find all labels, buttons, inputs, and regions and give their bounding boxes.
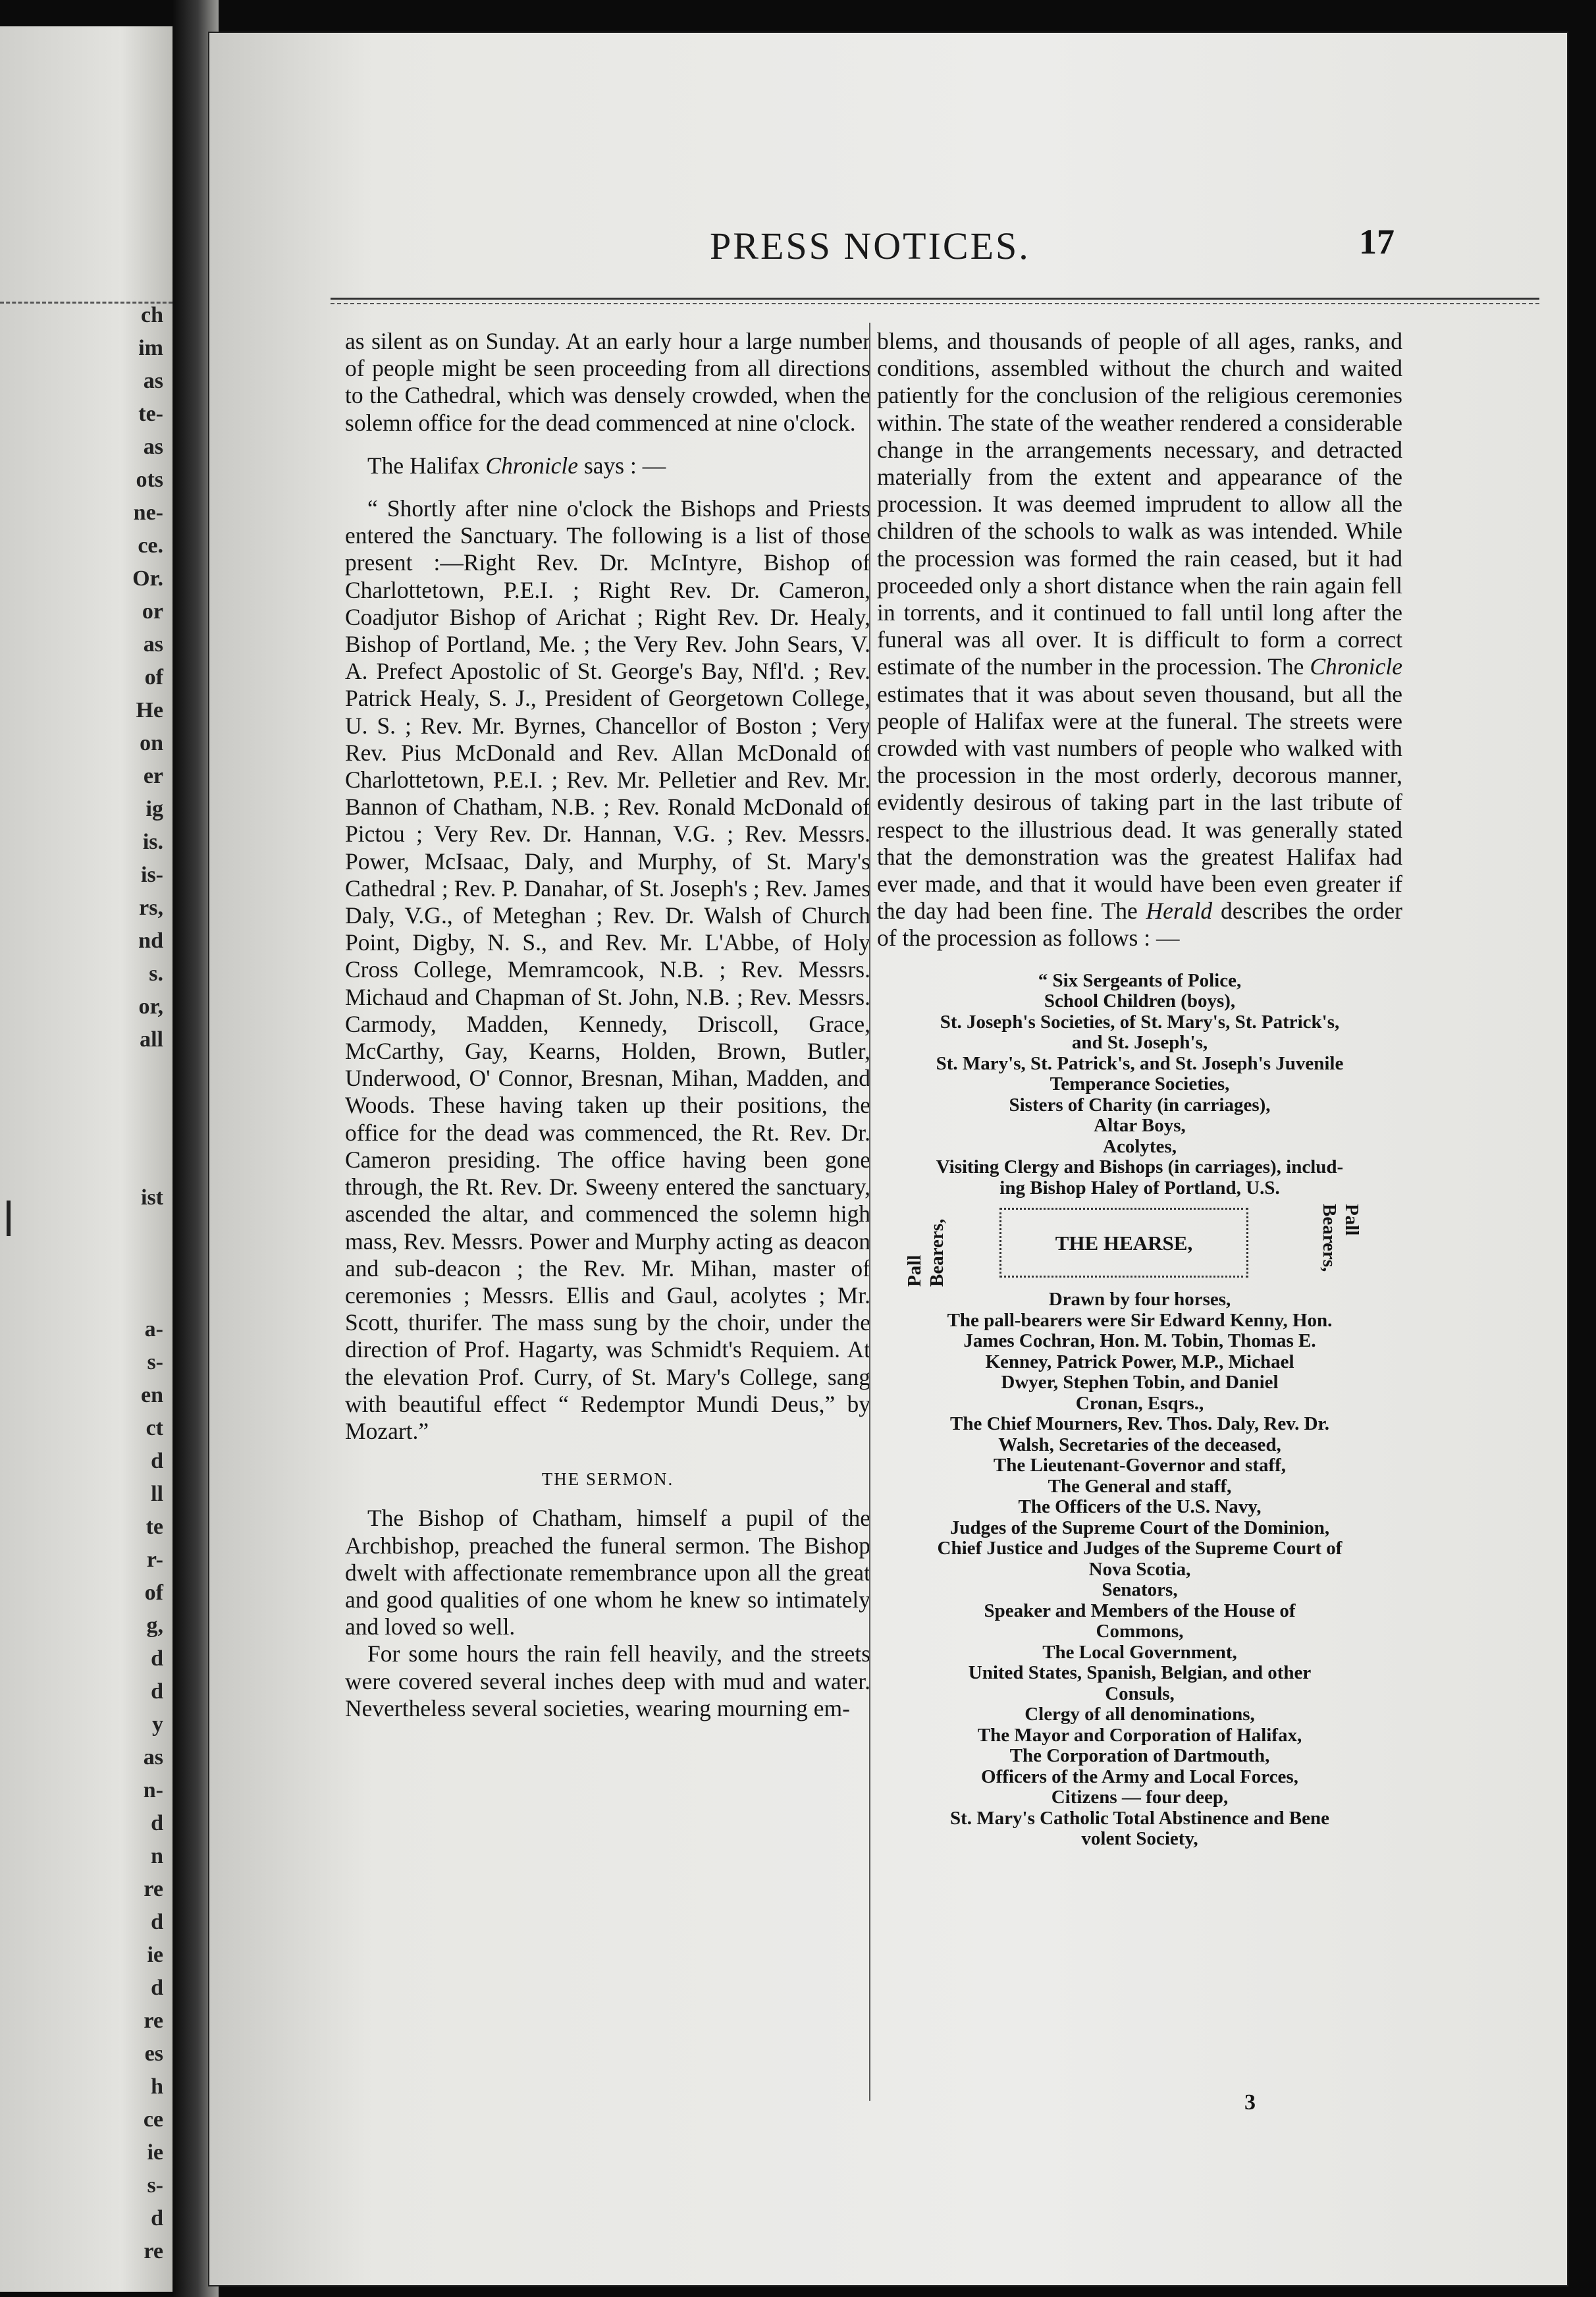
left-column <box>345 328 870 1722</box>
facing-page-fragment: ce <box>143 2107 163 2132</box>
procession-line: volent Society, <box>1081 1828 1198 1850</box>
procession-line: The Lieutenant-Governor and staff, <box>993 1455 1287 1476</box>
facing-page-fragment: of <box>144 1581 163 1605</box>
procession-line: The Officers of the U.S. Navy, <box>1018 1496 1262 1518</box>
facing-page-fragment: ll <box>151 1482 163 1506</box>
procession-line: Speaker and Members of the House of <box>984 1600 1296 1621</box>
facing-page-fragment: ne- <box>133 500 163 525</box>
procession-line: The Local Government, <box>1042 1641 1237 1663</box>
facing-page-fragment: ie <box>147 2140 163 2165</box>
paragraph: blems, and thousands of people of all ages, ranks, and conditions, assembled without the church and waited patiently for the conclusion of the religious ceremonies within. The state of the weather rendered a considerable change in the arrangements necessary, and detracted materially from the extent and appearance of the procession. It was deemed imprudent to allow all the children of the schools to walk as was intended. While the procession was formed the rain ceased, but it had proceeded only a short distance when the rain again fell in torrents, and it continued to fall until long after the funeral was all over. It is difficult to form a correct estimate of the number in the procession. The Chronicle estimates that it was about seven thousand, but all the people of Halifax were at the funeral. The streets were crowded with vast numbers of people who walked with the procession in the most orderly, decorous manner, evidently desirous of taking part in the last tribute of respect to the illustrious dead. It was generally stated that the demonstration was the greatest Halifax had ever made, and that it would have been even greater if the day had been fine. The Herald describes the order of the procession as follows : — <box>877 328 1402 952</box>
procession-line: Clergy of all denominations, <box>1024 1704 1255 1725</box>
procession-line: St. Joseph's Societies, of St. Mary's, St. Patrick's, <box>940 1011 1340 1033</box>
procession-line: “ Six Sergeants of Police, <box>1038 969 1242 991</box>
procession-line: ing Bishop Haley of Portland, U.S. <box>999 1177 1280 1199</box>
paragraph: as silent as on Sunday. At an early hour a large number of people might be seen proceeding from all directions to the Cathedral, which was densely crowded, when the solemn office for the dead commenced at nine o'clock. <box>345 328 870 436</box>
procession-line: Temperance Societies, <box>1050 1073 1230 1095</box>
facing-page-fragment: all <box>140 1027 163 1052</box>
procession-line: Consuls, <box>1105 1683 1175 1704</box>
procession-line: Judges of the Supreme Court of the Dominion, <box>949 1517 1330 1538</box>
facing-page-fragment: ct <box>146 1416 163 1440</box>
facing-page-fragment: ig <box>146 797 163 821</box>
hearse-box: THE HEARSE, <box>999 1208 1248 1278</box>
procession-line: The pall-bearers were Sir Edward Kenny, Hon. <box>947 1309 1333 1331</box>
procession-line: Citizens — four deep, <box>1051 1787 1229 1808</box>
facing-page-fragment: or, <box>138 994 163 1019</box>
procession-line: The Chief Mourners, Rev. Thos. Daly, Rev. Dr. <box>950 1413 1329 1435</box>
procession-line: James Cochran, Hon. M. Tobin, Thomas E. <box>963 1330 1316 1352</box>
procession-line: The General and staff, <box>1048 1475 1232 1497</box>
facing-page-fragment: Or. <box>132 566 163 591</box>
facing-page-fragment: of <box>144 665 163 689</box>
procession-line: and St. Joseph's, <box>1071 1032 1208 1054</box>
facing-page-fragment: h <box>151 2074 163 2099</box>
chronicle-quote: “ Shortly after nine o'clock the Bishops and Priests entered the Sanctuary. The following is a list of those present :—Right Rev. Dr. McIntyre, Bishop of Charlottetown, P.E.I. ; Right Rev. Dr. Cameron, Coadjutor Bishop of Arichat ; Right Rev. Dr. Healy, Bishop of Portland, Me. ; the Very Rev. John Sears, V. A. Prefect Apostolic of St. George's Bay, Nfl'd. ; Rev. Patrick Healy, S. J., President of Georgetown College, U. S. ; Rev. Mr. Byrnes, Chancellor of Boston ; Very Rev. Pius McDonald and Rev. Allan McDonald of Charlottetown, P.E.I. ; Rev. Mr. Pelletier and Rev. Mr. Bannon of Chatham, N.B. ; Rev. Ronald McDonald of Pictou ; Very Rev. Dr. Hannan, V.G. ; Rev. Messrs. Power, McIsaac, Daly, and Murphy, of St. Mary's Cathedral ; Rev. P. Danahar, of St. Joseph's ; Rev. James Daly, V.G., of Meteghan ; Rev. Dr. Walsh of Church Point, Digby, N. S., and Rev. Mr. L'Abbe, of Holy Cross College, Memramcook, N.B. ; Rev. Messrs. Michaud and Chapman of St. John, N.B. ; Rev. Messrs. Carmody, Madden, Kennedy, Driscoll, Grace, McCarthy, Gay, Kearns, Holden, Brown, Butler, Underwood, O' Connor, Bresnan, Mihan, Madden, and Woods. These having taken up their positions, the office for the dead was commenced, the Rt. Rev. Dr. Cameron presiding. The office having been gone through, the Rt. Rev. Dr. Sweeny entered the sanctuary, ascended the altar, and commenced the solemn high mass, Rev. Messrs. Power and Murphy acting as deacon and sub-deacon ; the Rev. Mr. Mihan, master of ceremonies ; Messrs. Ellis and Gaul, acolytes ; Mr. Scott, thurifer. The mass sung by the choir, under the direction of Prof. Hagarty, was Schmidt's Requiem. At the elevation Prof. Curry, of St. Mary's College, sang with beautiful effect “ Redemptor Mundi Deus,” by Mozart.” <box>345 495 871 1444</box>
ink-speck <box>7 1201 11 1236</box>
facing-page-fragment: is. <box>142 830 163 854</box>
facing-page-fragment: te <box>146 1515 163 1539</box>
procession-line: Dwyer, Stephen Tobin, and Daniel <box>1001 1372 1279 1393</box>
facing-page-fragment: es <box>144 2041 163 2066</box>
facing-page-fragment: im <box>138 336 163 360</box>
procession-line: The Mayor and Corporation of Halifax, <box>977 1724 1302 1746</box>
facing-page-fragment: ie <box>147 1943 163 1967</box>
facing-page-fragment: s- <box>147 1350 163 1374</box>
facing-page-fragment: a- <box>144 1317 163 1341</box>
hearse-diagram <box>877 1201 1402 1287</box>
procession-line: Sisters of Charity (in carriages), <box>1009 1094 1271 1116</box>
facing-page-fragment: d <box>151 2206 163 2230</box>
procession-line: United States, Spanish, Belgian, and other <box>968 1662 1312 1684</box>
facing-page-fragment: r- <box>146 1548 163 1572</box>
facing-page-fragment: as <box>143 632 163 657</box>
facing-page-fragment: ist <box>141 1185 163 1210</box>
procession-line: School Children (boys), <box>1044 990 1236 1012</box>
facing-page-fragment: s. <box>149 961 163 986</box>
facing-page-fragment: ots <box>136 468 163 492</box>
facing-page-fragment: as <box>143 369 163 393</box>
facing-page-fragment: d <box>151 1679 163 1704</box>
facing-page-fragment: re <box>144 2239 163 2263</box>
book-page <box>209 33 1567 2285</box>
procession-line: Commons, <box>1096 1621 1184 1642</box>
facing-page-edge <box>0 26 173 2292</box>
procession-list <box>877 971 1402 1199</box>
signature-mark: 3 <box>1244 2090 1256 2115</box>
facing-page-fragment: d <box>151 1646 163 1671</box>
procession-line: Nova Scotia, <box>1088 1558 1191 1580</box>
procession-line: Senators, <box>1102 1579 1178 1601</box>
running-head: PRESS NOTICES. <box>710 225 1030 267</box>
facing-page-fragment: n- <box>143 1778 163 1802</box>
facing-page-fragment: is- <box>141 863 163 887</box>
procession-line: Chief Justice and Judges of the Supreme Court of <box>937 1538 1343 1559</box>
facing-page-fragment: rs, <box>139 896 163 920</box>
facing-page-fragment: d <box>151 1910 163 1934</box>
facing-page-fragment: nd <box>138 929 163 953</box>
chronicle-intro: The Halifax Chronicle says : — <box>367 452 666 479</box>
procession-line: Cronan, Esqrs., <box>1075 1392 1204 1414</box>
procession-line: Visiting Clergy and Bishops (in carriages), includ- <box>936 1156 1344 1178</box>
column-divider <box>869 323 870 2101</box>
page-number: 17 <box>1359 222 1395 261</box>
facing-page-fragment: s- <box>147 2173 163 2198</box>
procession-line: Acolytes, <box>1103 1135 1177 1157</box>
paragraph: The Bishop of Chatham, himself a pupil of the Archbishop, preached the funeral sermon. The Bishop dwelt with affectionate remembrance upon all the great and good qualities of one whom he knew so intimately and loved so well. <box>345 1505 870 1640</box>
facing-page-fragment: re <box>144 1877 163 1901</box>
section-heading: THE SERMON. <box>541 1469 674 1490</box>
pall-bearers-right: Pall Bearers, <box>1319 1204 1362 1272</box>
facing-page-fragment: on <box>140 731 163 755</box>
facing-page-fragment: as <box>143 435 163 459</box>
facing-page-fragment: en <box>141 1383 163 1407</box>
facing-page-fragment: ce. <box>138 533 163 558</box>
procession-line: St. Mary's Catholic Total Abstinence and Bene <box>949 1807 1330 1829</box>
procession-line: Officers of the Army and Local Forces, <box>981 1766 1298 1787</box>
paragraph: For some hours the rain fell heavily, and the streets were covered several inches deep with mud and water. Nevertheless several societies, wearing mourning em- <box>345 1640 870 1721</box>
right-column <box>877 328 1402 1850</box>
facing-page-fragment: as <box>143 1745 163 1770</box>
procession-line: Altar Boys, <box>1094 1115 1186 1137</box>
facing-page-fragment: n <box>151 1844 163 1868</box>
procession-line: Kenney, Patrick Power, M.P., Michael <box>985 1351 1294 1372</box>
procession-line: The Corporation of Dartmouth, <box>1009 1745 1270 1767</box>
procession-line: Drawn by four horses, <box>1048 1289 1231 1311</box>
facing-page-fragment: or <box>142 599 163 624</box>
procession-line: Walsh, Secretaries of the deceased, <box>998 1434 1281 1455</box>
facing-page-fragment: te- <box>138 402 163 426</box>
facing-page-fragment: d <box>151 1449 163 1473</box>
facing-page-fragment: er <box>143 764 163 788</box>
facing-page-fragment: d <box>151 1976 163 2000</box>
facing-page-fragment: He <box>136 698 163 722</box>
facing-page-fragment: y <box>152 1712 163 1737</box>
facing-page-fragment: d <box>151 1811 163 1835</box>
facing-page-fragment: g, <box>146 1613 163 1638</box>
header-rule <box>331 298 1539 304</box>
facing-page-fragment: ch <box>141 303 163 327</box>
pall-bearers-left: Pall Bearers, <box>904 1218 947 1287</box>
procession-line: St. Mary's, St. Patrick's, and St. Joseph's Juvenile <box>936 1052 1344 1074</box>
facing-page-fragment: re <box>144 2009 163 2033</box>
procession-list <box>877 1289 1402 1850</box>
